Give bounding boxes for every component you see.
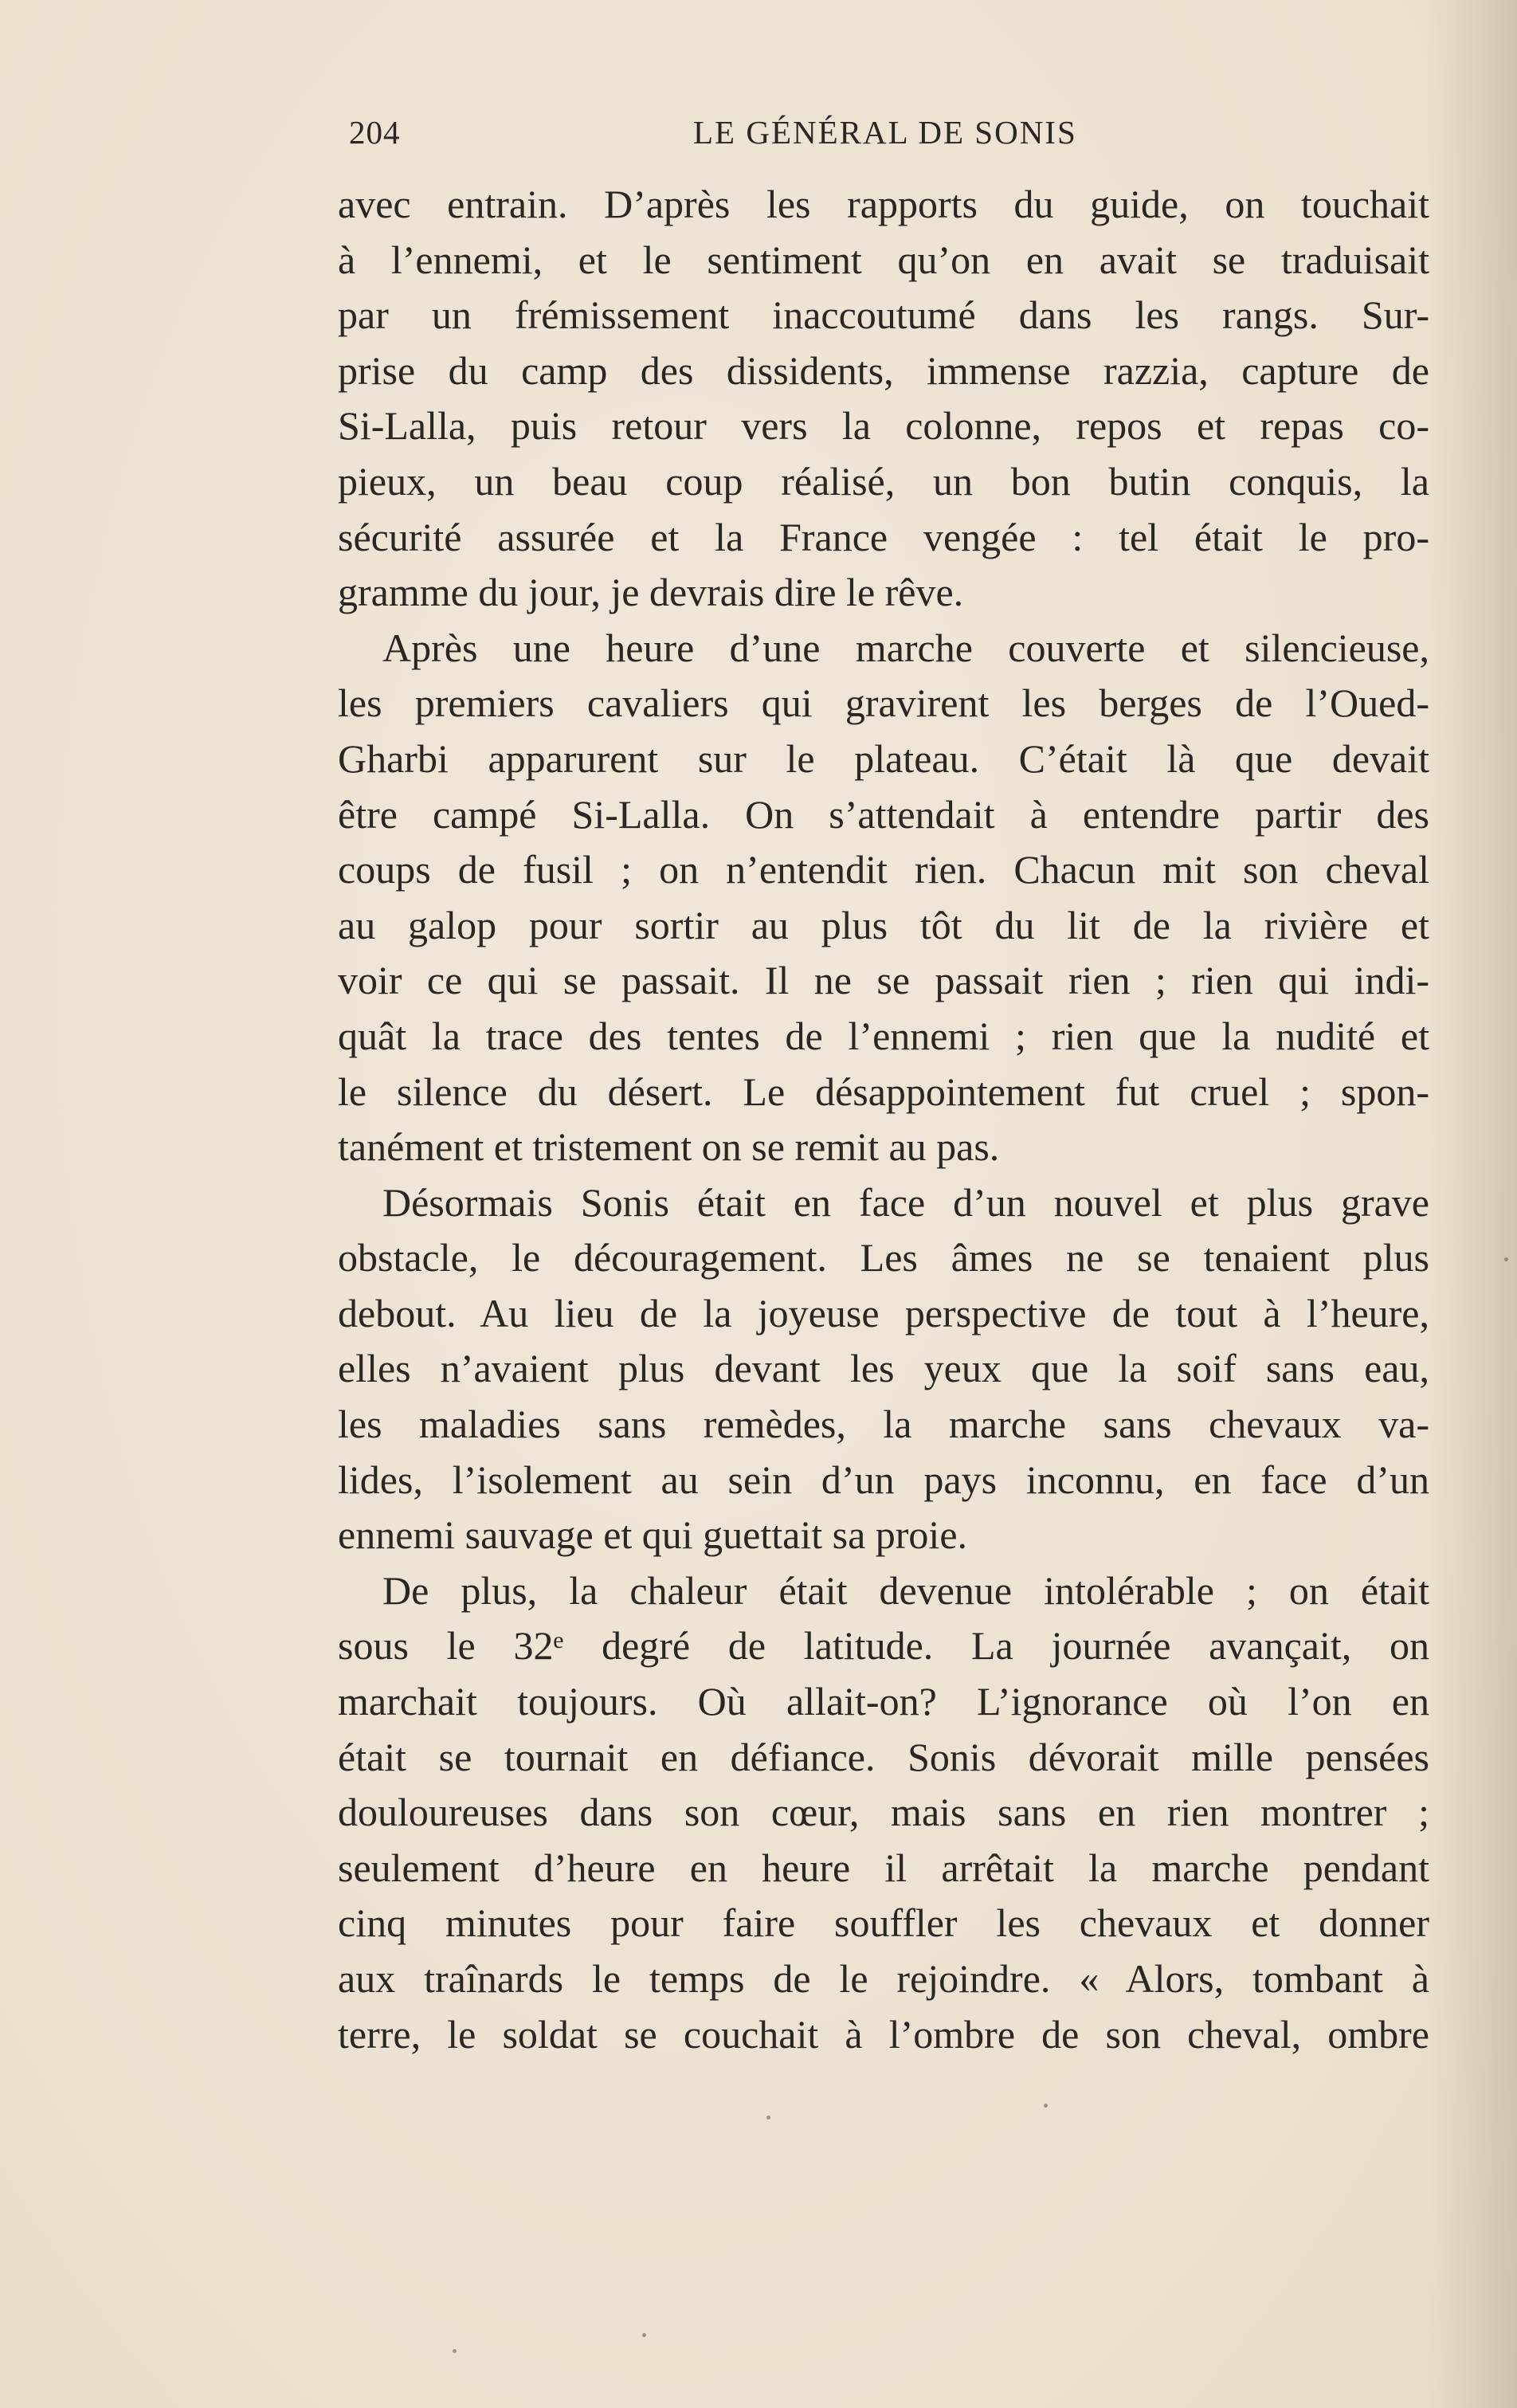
text-line: le silence du désert. Le désappointement fut cruel ; spon- xyxy=(338,1069,1429,1114)
text-line: elles n’avaient plus devant les yeux que la soif sans eau, xyxy=(338,1346,1429,1391)
text-line: gramme du jour, je devrais dire le rêve. xyxy=(338,570,964,615)
text-line: Gharbi apparurent sur le plateau. C’était là que devait xyxy=(338,735,1429,781)
text-line: sous le 32ᵉ degré de latitude. La journée avançait, on xyxy=(338,1623,1429,1669)
paper-speck xyxy=(453,2349,457,2353)
body-text xyxy=(338,177,1429,2062)
running-title: LE GÉNÉRAL DE SONIS xyxy=(693,114,1077,151)
text-line: par un frémissement inaccoutumé dans les rangs. Sur- xyxy=(338,292,1429,338)
text-line: obstacle, le découragement. Les âmes ne se tenaient plus xyxy=(338,1235,1429,1280)
paper-speck xyxy=(642,2333,646,2337)
text-line: douloureuses dans son cœur, mais sans en rien montrer ; xyxy=(338,1790,1429,1835)
text-line: quât la trace des tentes de l’ennemi ; rien que la nudité et xyxy=(338,1013,1429,1058)
page-header xyxy=(349,113,1433,161)
text-line: seulement d’heure en heure il arrêtait la marche pendant xyxy=(338,1845,1429,1890)
text-line: Désormais Sonis était en face d’un nouvel et plus grave xyxy=(382,1179,1429,1225)
text-line: au galop pour sortir au plus tôt du lit de la rivière et xyxy=(338,902,1429,947)
text-line: Après une heure d’une marche couverte et silencieuse, xyxy=(382,625,1429,670)
text-line: les maladies sans remèdes, la marche sans chevaux va- xyxy=(338,1402,1429,1447)
text-line: les premiers cavaliers qui gravirent les berges de l’Oued- xyxy=(338,680,1429,726)
text-line: prise du camp des dissidents, immense razzia, capture de xyxy=(338,347,1429,393)
text-line: ennemi sauvage et qui guettait sa proie. xyxy=(338,1512,968,1558)
text-line: pieux, un beau coup réalisé, un bon butin conquis, la xyxy=(338,458,1429,504)
text-line: était se tournait en défiance. Sonis dévorait mille pensées xyxy=(338,1734,1429,1779)
text-line: sécurité assurée et la France vengée : tel était le pro- xyxy=(338,514,1429,559)
paper-speck xyxy=(1044,2104,1048,2108)
text-line: à l’ennemi, et le sentiment qu’on en avait se traduisait xyxy=(338,237,1429,282)
text-line: marchait toujours. Où allait-on? L’ignorance où l’on en xyxy=(338,1679,1429,1724)
text-line: être campé Si-Lalla. On s’attendait à entendre partir des xyxy=(338,791,1429,837)
paper-speck xyxy=(766,2116,770,2120)
text-line: debout. Au lieu de la joyeuse perspective de tout à l’heure, xyxy=(338,1290,1429,1335)
text-line: cinq minutes pour faire souffler les chevaux et donner xyxy=(338,1900,1429,1946)
text-line: tanément et tristement on se remit au pas. xyxy=(338,1124,1000,1170)
text-line: De plus, la chaleur était devenue intolérable ; on était xyxy=(382,1567,1429,1613)
text-line: Si-Lalla, puis retour vers la colonne, repos et repas co- xyxy=(338,403,1429,449)
paper-speck xyxy=(1504,1257,1508,1261)
text-line: lides, l’isolement au sein d’un pays inconnu, en face d’un xyxy=(338,1457,1429,1502)
page-number: 204 xyxy=(349,114,401,151)
text-line: aux traînards le temps de le rejoindre. « Alors, tombant à xyxy=(338,1956,1429,2001)
text-line: voir ce qui se passait. Il ne se passait rien ; rien qui indi- xyxy=(338,958,1429,1003)
text-line: avec entrain. D’après les rapports du guide, on touchait xyxy=(338,182,1429,226)
text-line: coups de fusil ; on n’entendit rien. Chacun mit son cheval xyxy=(338,847,1429,892)
text-line: terre, le soldat se couchait à l’ombre de son cheval, ombre xyxy=(338,2011,1429,2057)
